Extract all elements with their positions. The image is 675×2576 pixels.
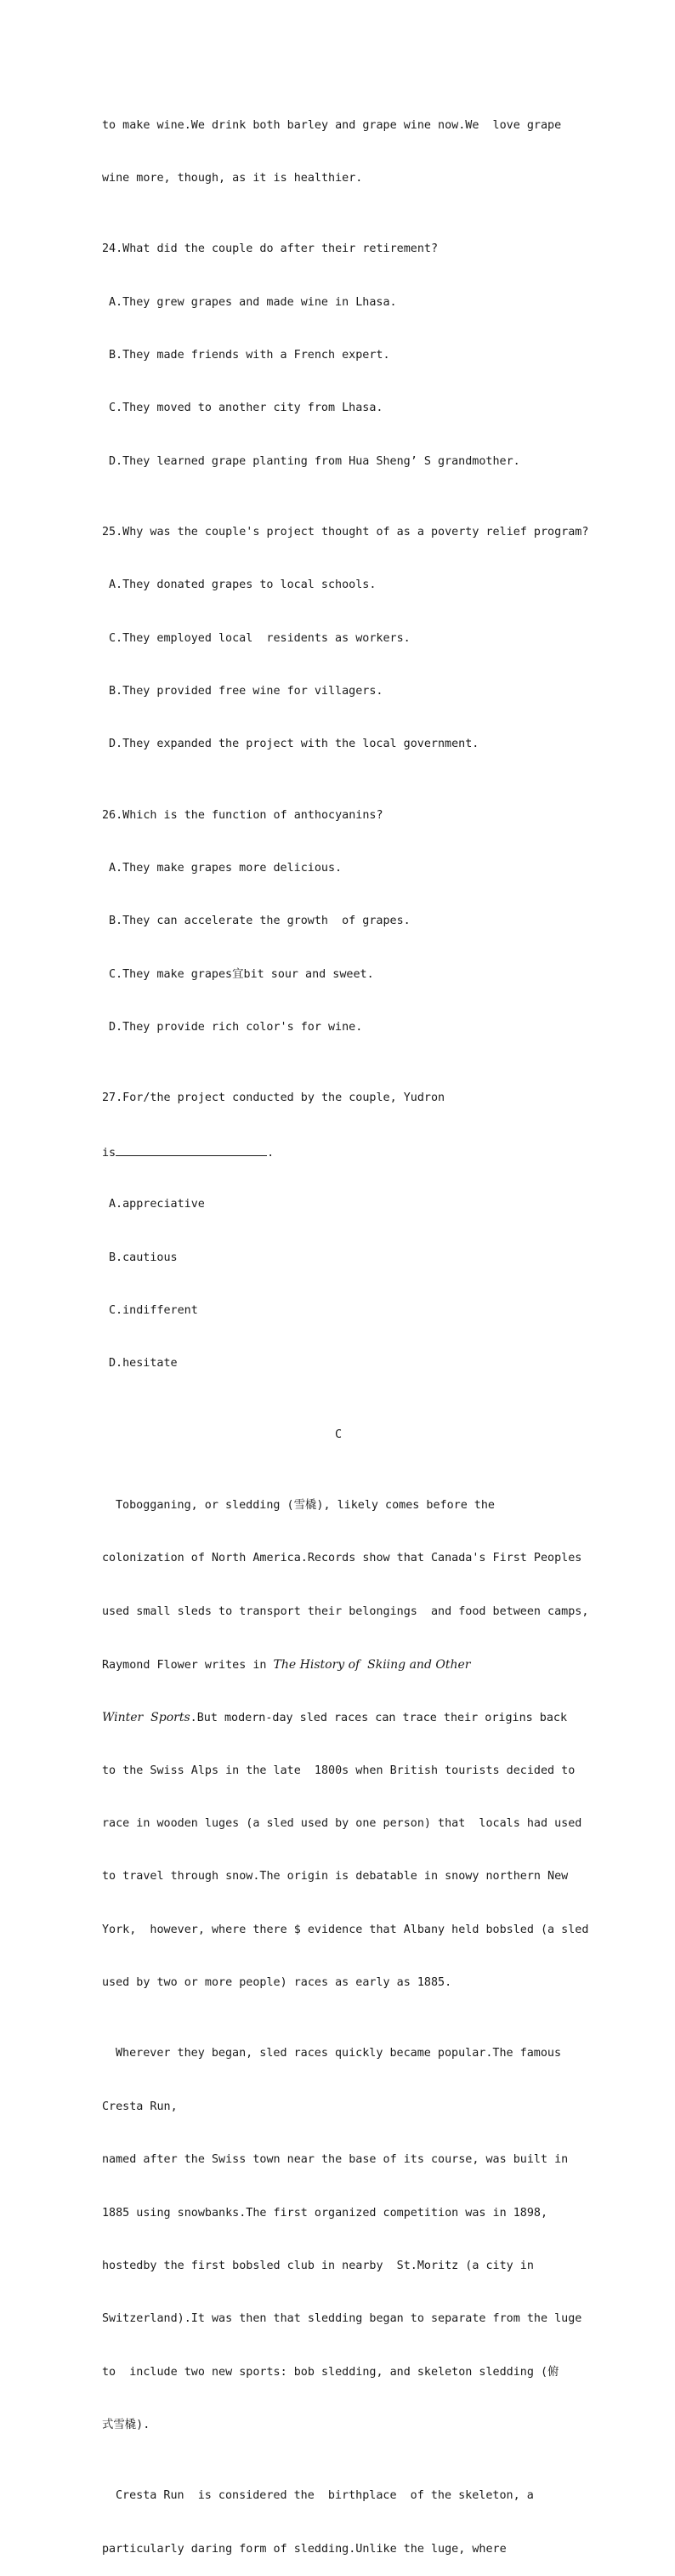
answer-option: B.cautious <box>109 1251 178 1264</box>
answer-option: C.They make grapes宜bit sour and sweet. <box>109 967 374 981</box>
paragraph-line: 1885 using snowbanks.The first organized competition was in 1898, <box>102 2206 548 2220</box>
answer-option: A.They grew grapes and made wine in Lhasa. <box>109 295 397 309</box>
stem-cont-text: is <box>102 1146 116 1160</box>
answer-option: B.They made friends with a French expert. <box>109 348 390 362</box>
paragraph-line: Wherever they began, sled races quickly became popular.The famous <box>116 2047 562 2060</box>
paragraph-line <box>102 1656 575 1674</box>
question-stem: 27.For/the project conducted by the couple, Yudron <box>102 1091 445 1105</box>
paragraph-line: to travel through snow.The origin is debatable in snowy northern New <box>102 1870 569 1884</box>
paragraph-line: used small sleds to transport their belongings and food between camps, <box>102 1604 589 1618</box>
book-title: Winter Sports <box>102 1711 190 1725</box>
answer-option: D.They expanded the project with the local government. <box>109 738 479 751</box>
book-title: The History of Skiing and Other <box>273 1657 471 1672</box>
answer-option: C.They employed local residents as workers. <box>109 631 411 645</box>
paragraph-line: Tobogganing, or sledding (雪橇), likely comes before the <box>116 1498 495 1512</box>
answer-blank <box>116 1143 267 1156</box>
question-stem: 24.What did the couple do after their retirement? <box>102 242 439 256</box>
paragraph-line: to the Swiss Alps in the late 1800s when British tourists decided to <box>102 1764 576 1777</box>
answer-option: A.appreciative <box>109 1198 205 1211</box>
question-stem: 26.Which is the function of anthocyanins? <box>102 808 383 822</box>
stem-end-text: . <box>267 1146 275 1160</box>
answer-option: C.They moved to another city from Lhasa. <box>109 402 383 415</box>
paragraph-line: named after the Swiss town near the base of its course, was built in <box>102 2153 569 2167</box>
paragraph-line: to include two new sports: bob sledding, and skeleton sledding (俯 <box>102 2365 559 2379</box>
section-heading: C <box>334 1428 343 1441</box>
answer-option: A.They make grapes more delicious. <box>109 862 343 875</box>
document-page <box>102 82 589 2576</box>
answer-option: B.They can accelerate the growth of grapes. <box>109 915 411 928</box>
answer-option: A.They donated grapes to local schools. <box>109 578 377 592</box>
paragraph-line: hostedby the first bobsled club in nearby St.Moritz (a city in <box>102 2260 534 2273</box>
paragraph-line: Switzerland).It was then that sledding began to separate from the luge <box>102 2312 582 2326</box>
question-stem-continued <box>102 1143 575 1161</box>
intro-line: wine more, though, as it is healthier. <box>102 171 363 185</box>
answer-option: D.hesitate <box>109 1357 178 1371</box>
paragraph-line: Cresta Run is considered the birthplace of the skeleton, a <box>116 2489 534 2503</box>
answer-option: B.They provided free wine for villagers. <box>109 685 383 698</box>
paragraph-line <box>102 1709 575 1727</box>
intro-line: to make wine.We drink both barley and grape wine now.We love grape <box>102 118 562 132</box>
paragraph-line: Cresta Run, <box>102 2100 178 2113</box>
paragraph-line: 式雪橇). <box>102 2419 150 2432</box>
paragraph-line: colonization of North America.Records show that Canada's First Peoples <box>102 1552 582 1565</box>
paragraph-line: particularly daring form of sledding.Unlike the luge, where <box>102 2542 507 2556</box>
answer-option: D.They learned grape planting from Hua Sheng’ S grandmother. <box>109 454 520 468</box>
answer-option: D.They provide rich color's for wine. <box>109 1021 363 1034</box>
answer-option: C.indifferent <box>109 1303 198 1317</box>
paragraph-text: Raymond Flower writes in <box>102 1658 274 1672</box>
paragraph-line: used by two or more people) races as early as 1885. <box>102 1976 452 1990</box>
paragraph-text: .But modern-day sled races can trace their origins back <box>190 1712 568 1725</box>
paragraph-line: race in wooden luges (a sled used by one person) that locals had used <box>102 1817 582 1831</box>
paragraph-line: York, however, where there $ evidence that Albany held bobsled (a sled <box>102 1923 589 1936</box>
question-stem: 25.Why was the couple's project thought of as a poverty relief program? <box>102 525 589 539</box>
